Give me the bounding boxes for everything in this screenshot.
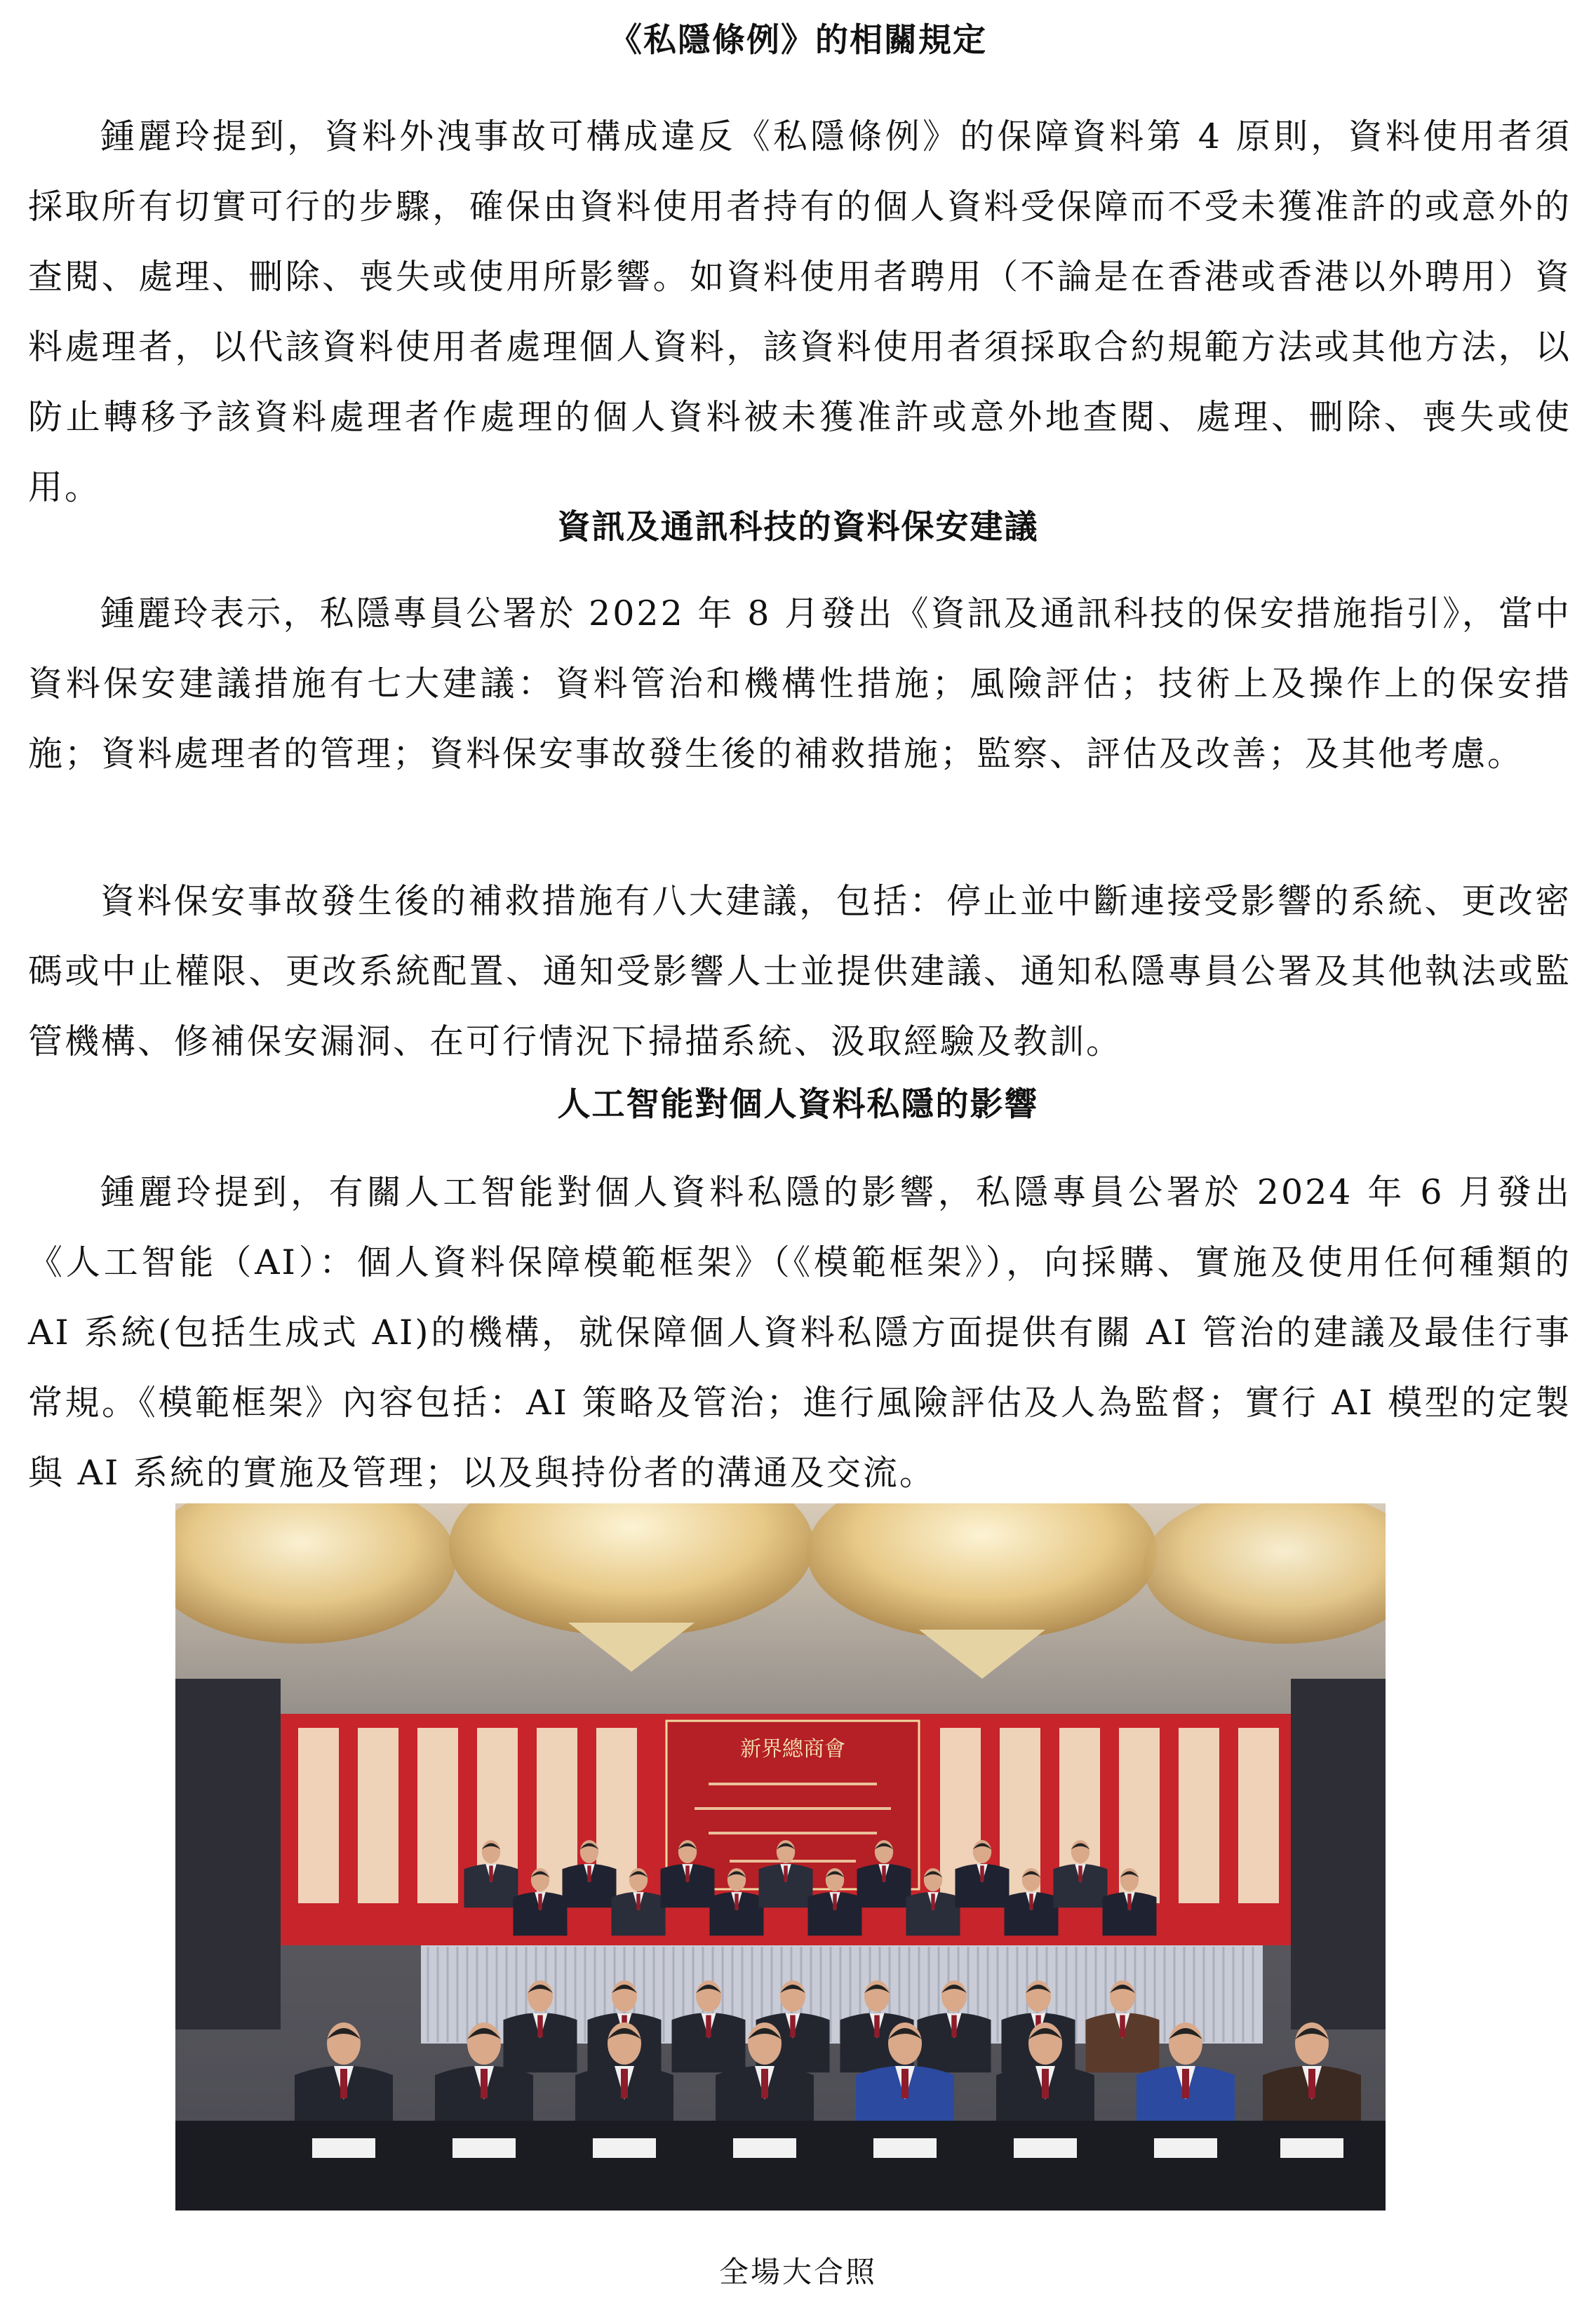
photo-caption: 全場大合照 [718, 2255, 877, 2289]
group-photo-illustration [175, 1503, 1386, 2211]
paragraph-privacy-ordinance: 鍾麗玲提到，資料外洩事故可構成違反《私隱條例》的保障資料第 4 原則，資料使用者須採取所有切實可行的步驟，確保由資料使用者持有的個人資料受保障而不受未獲准許的或意外的查閱、處理、刪除、喪失或使用所影響。如資料使用者聘用（不論是在香港或香港以外聘用）資料處理者，以代該資料使用者處理個人資料，該資料使用者須採取合約規範方法或其他方法，以防止轉移予該資料處理者作處理的個人資料被未獲准許或意外地查閱、處理、刪除、喪失或使用。 [28, 116, 1571, 507]
section-heading-privacy-ordinance: 《私隱條例》的相關規定 [609, 21, 987, 60]
name-card [1280, 2138, 1343, 2158]
name-card [1154, 2138, 1217, 2158]
name-card [312, 2138, 375, 2158]
paragraph-ict-security-1: 鍾麗玲表示，私隱專員公署於 2022 年 8 月發出《資訊及通訊科技的保安措施指引》，當中資料保安建議措施有七大建議：資料管治和機構性措施；風險評估；技術上及操作上的保安措施；資料處理者的管理；資料保安事故發生後的補救措施；監察、評估及改善；及其他考慮。 [28, 593, 1571, 774]
name-card [733, 2138, 796, 2158]
name-card [873, 2138, 937, 2158]
paragraph-ict-security-2: 資料保安事故發生後的補救措施有八大建議，包括：停止並中斷連接受影響的系統、更改密碼或中止權限、更改系統配置、通知受影響人士並提供建議、通知私隱專員公署及其他執法或監管機構、修補保安漏洞、在可行情況下掃描系統、汲取經驗及教訓。 [28, 881, 1571, 1061]
group-photo [175, 1503, 1386, 2211]
section-heading-ai-privacy: 人工智能對個人資料私隱的影響 [557, 1085, 1039, 1124]
paragraph-ai-privacy: 鍾麗玲提到，有關人工智能對個人資料私隱的影響，私隱專員公署於 2024 年 6 月發出《人工智能（AI）：個人資料保障模範框架》（《模範框架》），向採購、實施及使用任何種類的 AI 系統(包括生成式 AI)的機構，就保障個人資料私隱方面提供有關 AI 管治的建議及最佳行事常規。《模範框架》內容包括：AI 策略及管治；進行風險評估及人為監督；實行 AI 模型的定製與 AI 系統的實施及管理；以及與持份者的溝通及交流。 [28, 1172, 1571, 1493]
name-card [593, 2138, 656, 2158]
name-card [452, 2138, 516, 2158]
backdrop-banner-title: 新界總商會 [740, 1737, 845, 1762]
name-card [1014, 2138, 1077, 2158]
section-heading-ict-security: 資訊及通訊科技的資料保安建議 [557, 508, 1039, 546]
